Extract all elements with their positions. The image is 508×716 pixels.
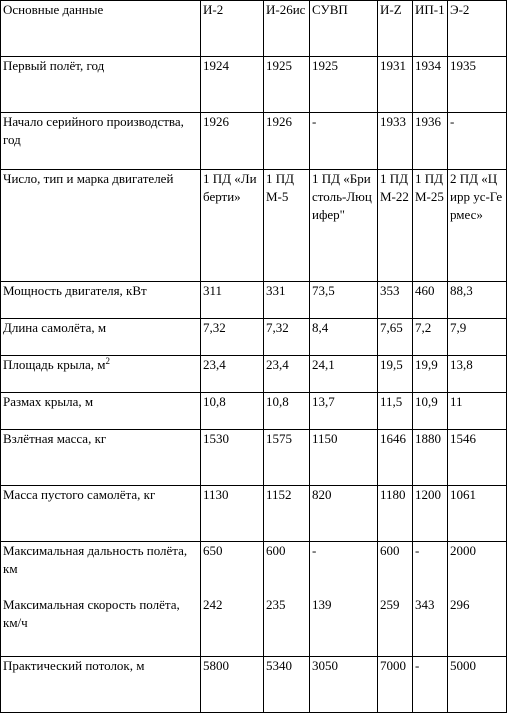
table-cell: 23,4 (264, 356, 310, 393)
header-cell-iz: И-Z (378, 1, 413, 57)
table-row-engines (1, 170, 507, 282)
table-cell: 1 ПД «Либерти» (201, 170, 264, 282)
table-cell: 5800 (201, 657, 264, 713)
table-cell: 10,8 (264, 393, 310, 430)
table-cell: 1935 (448, 57, 507, 113)
table-cell: 11,5 (378, 393, 413, 430)
table-cell: 1925 (264, 57, 310, 113)
table-cell: 1 ПД М-25 (413, 170, 448, 282)
table-cell: 1200 (413, 486, 448, 542)
table-row-length (1, 319, 507, 356)
table-cell: 7000 (378, 657, 413, 713)
table-cell: 3050 (310, 657, 378, 713)
table-cell: 1061 (448, 486, 507, 542)
table-row-takeoff-mass (1, 430, 507, 486)
row-label: Начало серийного производства, год (1, 113, 201, 170)
table-cell: 7,9 (448, 319, 507, 356)
table-row-engine-power (1, 282, 507, 319)
table-cell (310, 542, 378, 657)
table-cell: 1934 (413, 57, 448, 113)
table-cell: 73,5 (310, 282, 378, 319)
table-cell: 460 (413, 282, 448, 319)
table-cell: 10,8 (201, 393, 264, 430)
table-cell: 10,9 (413, 393, 448, 430)
table-cell: 1925 (310, 57, 378, 113)
table-cell: 1646 (378, 430, 413, 486)
table-cell: 19,9 (413, 356, 448, 393)
table-cell: 1926 (201, 113, 264, 170)
table-cell: 7,32 (201, 319, 264, 356)
table-cell (413, 542, 448, 657)
table-cell: - (448, 113, 507, 170)
range-value: - (312, 543, 317, 558)
table-cell: 1575 (264, 430, 310, 486)
table-cell: 24,1 (310, 356, 378, 393)
speed-value: 235 (266, 597, 286, 612)
speed-label: Максимальная скорость полёта, км/ч (3, 597, 180, 630)
row-label: Первый полёт, год (1, 57, 201, 113)
header-row (1, 1, 507, 57)
table-cell: 7,2 (413, 319, 448, 356)
table-cell: 88,3 (448, 282, 507, 319)
table-cell: 5000 (448, 657, 507, 713)
table-cell: 1530 (201, 430, 264, 486)
row-label: Мощность двигателя, кВт (1, 282, 201, 319)
superscript: 2 (105, 356, 110, 366)
table-cell: 1926 (264, 113, 310, 170)
header-cell-main-data: Основные данные (1, 1, 201, 57)
table-cell (264, 542, 310, 657)
table-cell: - (413, 657, 448, 713)
table-cell: - (310, 113, 378, 170)
table-cell: 19,5 (378, 356, 413, 393)
header-cell-i2: И-2 (201, 1, 264, 57)
row-label: Длина самолёта, м (1, 319, 201, 356)
table-cell: 7,32 (264, 319, 310, 356)
speed-value: 242 (203, 597, 223, 612)
table-cell: 1 ПД М-5 (264, 170, 310, 282)
table-row-wing-area (1, 356, 507, 393)
table-cell: 1931 (378, 57, 413, 113)
table-cell: 1180 (378, 486, 413, 542)
table-cell: 8,4 (310, 319, 378, 356)
row-label: Взлётная масса, кг (1, 430, 201, 486)
table-cell: 820 (310, 486, 378, 542)
table-row-range-and-speed (1, 542, 507, 657)
table-cell (378, 542, 413, 657)
table-cell: 2 ПД «Цирр ус-Гермес» (448, 170, 507, 282)
table-row-first-flight (1, 57, 507, 113)
table-cell: 1150 (310, 430, 378, 486)
table-cell: 331 (264, 282, 310, 319)
table-cell (201, 542, 264, 657)
range-value: 650 (203, 543, 223, 558)
speed-value: 139 (312, 597, 332, 612)
range-value: 600 (380, 543, 400, 558)
table-cell: 311 (201, 282, 264, 319)
row-label: Масса пустого самолёта, кг (1, 486, 201, 542)
header-cell-i26is: И-26ис (264, 1, 310, 57)
table-row-empty-mass (1, 486, 507, 542)
table-cell: 13,8 (448, 356, 507, 393)
header-cell-e2: Э-2 (448, 1, 507, 57)
row-label (1, 356, 201, 393)
table-cell: 13,7 (310, 393, 378, 430)
table-row-service-ceiling (1, 657, 507, 713)
range-value: - (415, 543, 420, 558)
table-cell: 5340 (264, 657, 310, 713)
table-cell: 11 (448, 393, 507, 430)
range-label: Максимальная дальность полёта, км (3, 543, 188, 576)
row-label (1, 542, 201, 657)
table-cell: 1924 (201, 57, 264, 113)
table-cell: 1933 (378, 113, 413, 170)
range-value: 2000 (450, 543, 476, 558)
table-cell (448, 542, 507, 657)
table-cell: 1880 (413, 430, 448, 486)
row-label-text: Площадь крыла, м (3, 357, 106, 372)
row-label: Число, тип и марка двигателей (1, 170, 201, 282)
range-value: 600 (266, 543, 286, 558)
speed-value: 296 (450, 597, 470, 612)
table-cell: 353 (378, 282, 413, 319)
table-row-serial-production (1, 113, 507, 170)
header-cell-suvp: СУВП (310, 1, 378, 57)
table-cell: 1 ПД М-22 (378, 170, 413, 282)
table-cell: 1546 (448, 430, 507, 486)
header-cell-ip1: ИП-1 (413, 1, 448, 57)
table-cell: 1 ПД «Бристоль-Люцифер" (310, 170, 378, 282)
row-label: Практический потолок, м (1, 657, 201, 713)
speed-value: 259 (380, 597, 400, 612)
table-cell: 1152 (264, 486, 310, 542)
row-label: Размах крыла, м (1, 393, 201, 430)
speed-value: 343 (415, 597, 435, 612)
table-row-wingspan (1, 393, 507, 430)
table-cell: 1130 (201, 486, 264, 542)
table-cell: 23,4 (201, 356, 264, 393)
table-cell: 7,65 (378, 319, 413, 356)
table-cell: 1936 (413, 113, 448, 170)
